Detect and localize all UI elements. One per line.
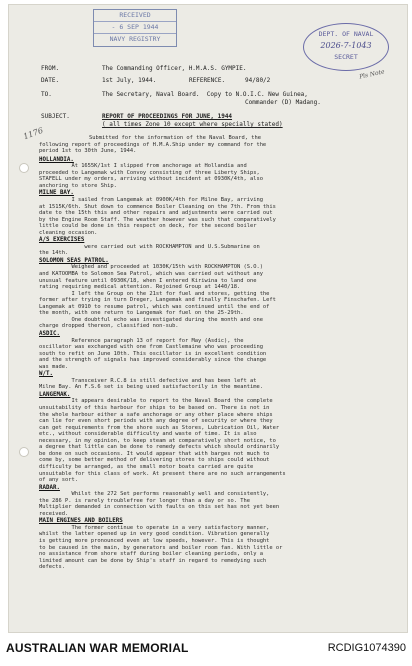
stamp-bottom-text: SECRET (334, 53, 358, 61)
document-page (8, 4, 408, 633)
record-id: RCDIG1074390 (327, 642, 406, 654)
section-heading: LANGEMAK. (39, 391, 71, 398)
body-line: was made. (39, 363, 69, 370)
body-line: south to refit on June 10th. This oscillator is in excellent condition (39, 350, 267, 357)
date-value: 1st July, 1944. (102, 77, 157, 84)
body-line: date to the 15th this and other repairs and adjustments were carried out (39, 210, 273, 217)
body-line: At 1655K/1st I slipped from anchorage at Hollandia and (39, 163, 247, 170)
body-line: unusual feature until 0930K/18, when I entered Kiriwina to land one (39, 277, 257, 284)
subject-value-line2: ( all times Zone 10 except where specially stated) (102, 121, 283, 128)
body-line: whilst the latter opened up in very good condition. Vibration generally (39, 531, 270, 538)
body-line: Multiplier demanded in connection with faults on this set has not yet been (39, 504, 280, 511)
body-line: little could be done in this respect on deck, for the second boiler (39, 223, 257, 230)
body-line: proceeded to Langemak with Convoy consisting of three Liberty Ships, (39, 169, 260, 176)
body-line: etc., without considerable difficulty and waste of time. It is also (39, 431, 257, 438)
body-line: Milne Bay. An F.S.6 set is being used satisfactorily in the meantime. (39, 384, 263, 391)
received-stamp (93, 9, 177, 47)
body-line: necessary, in my opinion, to keep steam at comparatively short notice, to (39, 437, 276, 444)
body-line: anchoring to store Ship. (39, 182, 117, 189)
body-line: Langemak at 0910 to resume patrol, which was continued until the end of (39, 303, 270, 310)
body-line: come by, some better method of delivering stores to ships could without (39, 457, 270, 464)
body-line: can get requirements from the shore such as Stores, Lubrication Oil, Water (39, 424, 280, 431)
to-value: The Secretary, Naval Board. Copy to N.O.I.C. New Guinea, (102, 91, 308, 98)
body-line: Transceiver R.C.8 is still defective and has been left at (39, 377, 257, 384)
subject-value: REPORT OF PROCEEDINGS FOR JUNE, 1944 (102, 113, 233, 120)
body-line: I sailed from Langemak at 0900K/4th for Milne Bay, arriving (39, 196, 263, 203)
section-heading: SOLOMON SEAS PATROL. (39, 257, 109, 264)
section-heading: A/S EXERCISES (39, 237, 85, 244)
body-line: I left the Group on the 21st for fuel and stores, getting the (39, 290, 270, 297)
body-line: no assistance from shore staff during boiler cleaning periods, only a (39, 551, 263, 558)
body-line: the 286 P. is rarely troublefree for longer than a day or so. The (39, 497, 250, 504)
subject-label: SUBJECT. (41, 113, 70, 120)
body-line: unsuitability of this harbour for ships to be based on. There is not in (39, 405, 270, 411)
body-line: can lie for even short periods with any degree of security or where they (39, 418, 273, 425)
body-line: Reference paragraph 13 of report for May (Asdic), the (39, 337, 244, 344)
body-line: a degree that little can be done to remedy defects which should ordinarily (39, 444, 280, 451)
body-line: the month, with one return to Langemak for fuel on the 25-29th. (39, 310, 244, 317)
margin-note-top-right: Pls Note (358, 68, 386, 81)
body-line: the whole harbour either a safe anchorage or any other place where ships (39, 411, 273, 418)
body-line: It appears desirable to report to the Naval Board the complete (39, 398, 273, 405)
body-line: and the strength of signals has improved considerably since the change (39, 357, 267, 364)
intro-line: following report of proceedings of H.M.A.Ship under my command for the (39, 141, 267, 148)
body-line: be done on such occasions. It would appear that with barges not much to (39, 450, 270, 457)
body-line: limited amount can be done by Ship's staff in regard to remedying such (39, 557, 267, 564)
body-line: the 14th. (39, 250, 69, 257)
body-line: The former continue to operate in a very satisfactory manner, (39, 524, 270, 531)
body-line: were carried out with ROCKHAMPTON and U.S.Submarine on (39, 243, 260, 250)
body-line: at 1515K/6th. Shut down to commence Boiler Cleaning on the 7th. From this (39, 203, 276, 210)
stamp-line: RECEIVED (94, 10, 176, 22)
punch-hole (19, 447, 29, 457)
body-line: charge dropped thereon, classified non-sub. (39, 323, 179, 330)
body-line: oscillator was exchanged with one from Castlemaine who was proceeding (39, 344, 263, 351)
punch-hole (19, 163, 29, 173)
to-value-line2: Commander (D) Madang. (245, 99, 321, 106)
from-value: The Commanding Officer, H.M.A.S. GYMPIE. (102, 65, 247, 72)
body-line: received. (39, 510, 69, 517)
intro-line: Submitted for the information of the Naval Board, the (89, 135, 262, 141)
intro-line: period 1st to 30th June, 1944. (39, 148, 137, 155)
body-line: is getting more pronounced even at low speeds, however. This is thought (39, 538, 270, 544)
body-line: former after trying in turn Dreger, Langemak and finally Finschafen. Left (39, 297, 276, 304)
body-line: defects. (39, 564, 65, 571)
section-heading: HOLLANDIA. (39, 156, 74, 163)
body-line: One doubtful echo was investigated during the month and one (39, 316, 263, 323)
body-line: by the Engine Room Staff. The weather however was such that comparatively (39, 216, 276, 223)
body-line: to be caused in the main, by generators and boiler room fan. With little or (39, 544, 283, 551)
section-heading: MILNE BAY. (39, 190, 74, 197)
section-heading: ASDIC. (39, 330, 60, 337)
reference-value: 94/80/2 (245, 77, 271, 84)
to-label: TO. (41, 91, 52, 98)
body-line: of any sort. (39, 477, 78, 484)
stamp-line: NAVY REGISTRY (109, 35, 161, 43)
body-line: rating requiring medical attention. Rejoined Group at 1440/18. (39, 284, 241, 291)
margin-note-left: 1176 (22, 125, 45, 142)
body-line: cleaning occasion. (39, 229, 98, 236)
body-line: Weighed and proceeded at 1030K/15th with ROCKHAMPTON (S.O.) (39, 264, 263, 271)
reference-label: REFERENCE. (189, 77, 226, 84)
body-line: difficulty be arranged, as the small motor boats carried are quite (39, 463, 254, 470)
from-label: FROM. (41, 65, 60, 72)
stamp-top-text: DEPT. OF NAVAL (318, 30, 374, 38)
section-heading: W/T. (39, 371, 53, 378)
stamp-file-number: 2026-7-1043 (320, 41, 372, 50)
body-line: Whilst the 272 Set performs reasonably well and consistently, (39, 491, 270, 498)
body-line: unsuitable for this class of work. At present there are no such arrangements (39, 470, 286, 477)
archive-name: AUSTRALIAN WAR MEMORIAL (6, 641, 189, 655)
department-stamp (303, 23, 389, 71)
body-line: STAFELL under my orders, arriving without incident at 0930K/4th, also (39, 176, 263, 183)
date-label: DATE. (41, 77, 60, 84)
section-heading: RADAR. (39, 484, 60, 491)
body-line: and KATOOMBA to Solomon Sea Patrol, which was carried out without any (39, 271, 263, 277)
stamp-line: - 6 SEP 1944 (94, 22, 176, 34)
section-heading: MAIN ENGINES AND BOILERS (39, 518, 123, 525)
